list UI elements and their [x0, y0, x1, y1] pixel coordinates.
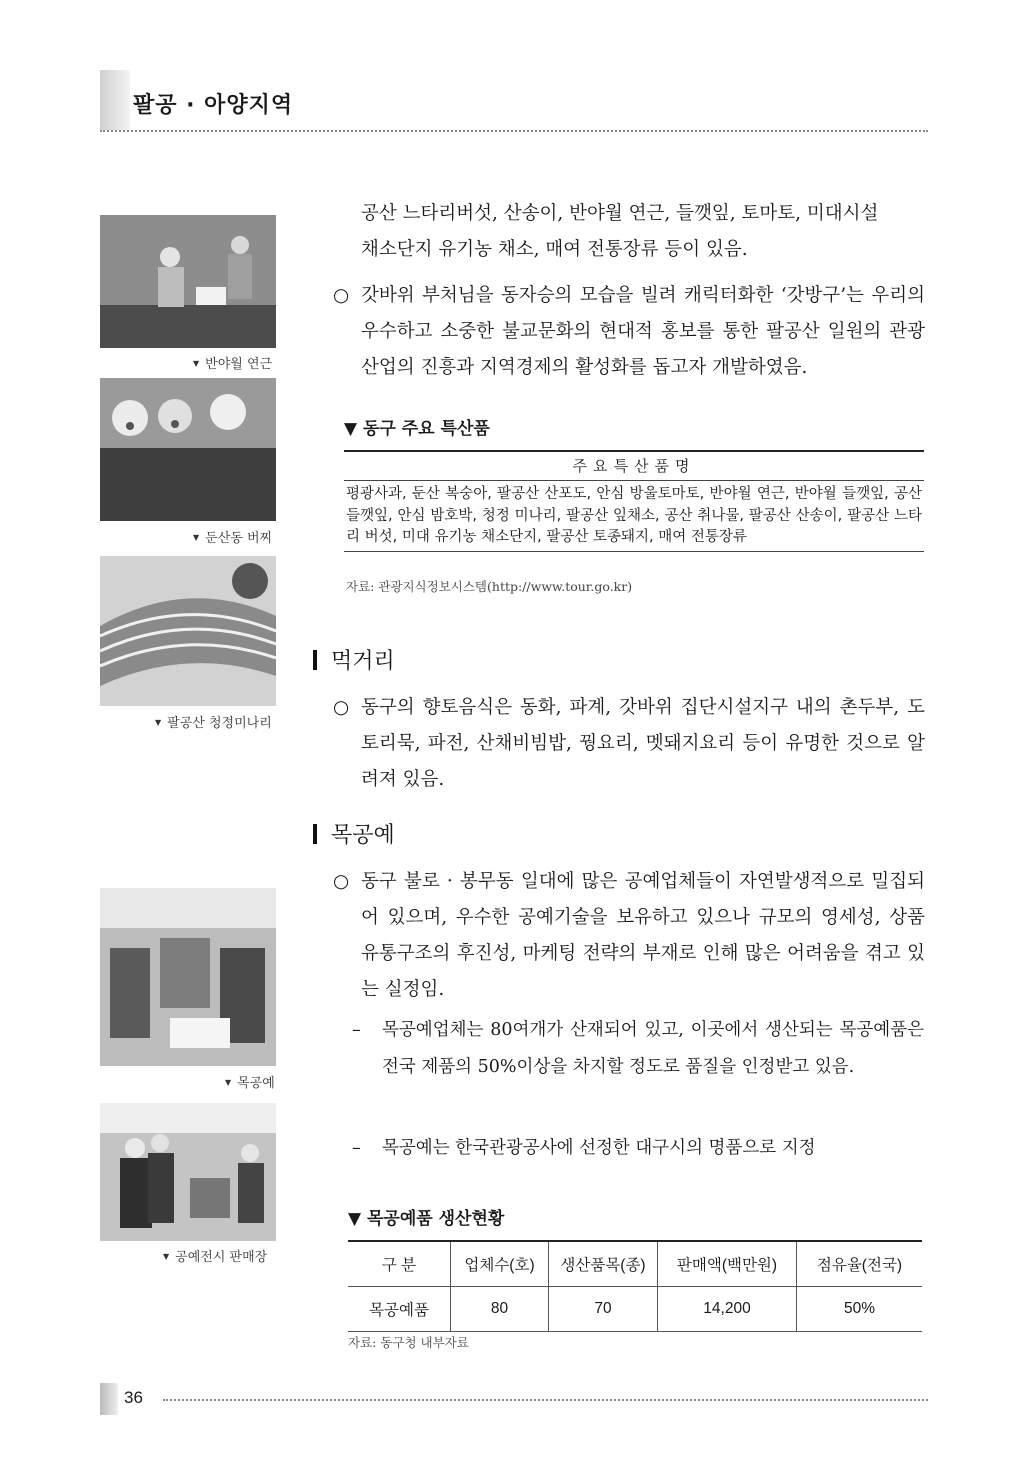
- table2-header-items: 생산품목(종): [549, 1241, 658, 1287]
- header-tab-mark: [100, 70, 130, 130]
- table-row: [348, 1287, 922, 1332]
- galbanggu-text: 갓바위 부처님을 동자승의 모습을 빌려 캐릭터화한 ‘갓방구’는 우리의 우수하고 소중한 불교문화의 현대적 홍보를 통한 팔공산 일원의 관광산업의 진흥과 지역경제의 활성화를 돕고자 개발하였음.: [361, 285, 925, 378]
- table1-source: 자료: 관광지식정보시스템(http://www.tour.go.kr): [346, 579, 633, 594]
- section-title-food-text: 먹거리: [331, 649, 395, 674]
- table2-header-share: 점유율(전국): [797, 1241, 923, 1287]
- chapter-title: 팔공 · 아양지역: [133, 93, 294, 118]
- table2-header-sales: 판매액(백만원): [658, 1241, 797, 1287]
- specialty-table: [344, 450, 924, 552]
- photo-palgongsan-water-parsley: [100, 556, 276, 706]
- woodcraft-dash-2: [352, 1130, 924, 1167]
- footer-tab-mark: [100, 1383, 118, 1415]
- caption-banyawol-lotus-root: ▼ 반야월 연근: [193, 353, 272, 372]
- photo-dunsan-strawberry: [100, 378, 276, 521]
- intro-continued: [333, 196, 925, 268]
- food-paragraph: [333, 690, 925, 798]
- woodcraft-dash-2-text: 목공예는 한국관광공사에 선정한 대구시의 명품으로 지정: [382, 1138, 816, 1158]
- intro-line-2: 채소단지 유기농 채소, 매여 전통장류 등이 있음.: [361, 239, 748, 260]
- dash-mark: –: [352, 1138, 361, 1158]
- caption-craft-exhibition: ▼ 공예전시 판매장: [163, 1246, 267, 1265]
- table2-cell-companies: 80: [451, 1287, 549, 1332]
- section-title-woodcraft: [313, 818, 395, 849]
- photo-banyawol-lotus-root: [100, 215, 276, 348]
- bullet-circle: ○: [333, 697, 350, 718]
- woodcraft-text: 동구 불로 · 봉무동 일대에 많은 공예업체들이 자연발생적으로 밀집되어 있으며, 우수한 공예기술을 보유하고 있으나 규모의 영세성, 상품 유통구조의 후진성, 마케팅 전략의 부재로 인해 많은 어려움을 겪고 있는 실정임.: [361, 871, 925, 1000]
- caption-dunsan-strawberry: ▼ 둔산동 버찌: [193, 527, 272, 546]
- table1-title: ▼ 동구 주요 특산품: [344, 419, 490, 439]
- table1-body: 평광사과, 둔산 복숭아, 팔공산 산포도, 안심 방울토마토, 반야월 연근, 반야월 들깻잎, 공산 들깻잎, 안심 밤호박, 청정 미나리, 팔공산 잎채소, 공산 취나물, 팔공산 산송이, 팔공산 느타리 버섯, 미대 유기농 채소단지, 팔공산 토종돼지, 매여 전통장류: [344, 481, 924, 552]
- table2-title: ▼ 목공예품 생산현황: [348, 1209, 505, 1229]
- woodcraft-dash-1: [352, 1012, 924, 1086]
- photo-craft-exhibition: [100, 1103, 276, 1241]
- table2-source: 자료: 동구청 내부자료: [348, 1335, 469, 1350]
- dash-mark: –: [352, 1020, 361, 1040]
- header-divider: [100, 130, 928, 132]
- table2-cell-sales: 14,200: [658, 1287, 797, 1332]
- woodcraft-paragraph: [333, 864, 925, 1008]
- woodcraft-dash-1-text: 목공예업체는 80여개가 산재되어 있고, 이곳에서 생산되는 목공예품은 전국 제품의 50%이상을 차지할 정도로 품질을 인정받고 있음.: [382, 1020, 924, 1077]
- intro-line-1: 공산 느타리버섯, 산송이, 반야월 연근, 들깻잎, 토마토, 미대시설: [361, 203, 879, 224]
- photo-woodcraft: [100, 888, 276, 1066]
- table2-cell-share: 50%: [797, 1287, 923, 1332]
- food-text: 동구의 향토음식은 동화, 파계, 갓바위 집단시설지구 내의 촌두부, 도토리묵, 파전, 산채비빔밥, 꿩요리, 멧돼지요리 등이 유명한 것으로 알려져 있음.: [361, 697, 925, 790]
- table2-cell-items: 70: [549, 1287, 658, 1332]
- table2-cell-category: 목공예품: [348, 1287, 451, 1332]
- caption-palgongsan-water-parsley: ▼ 팔공산 청정미나리: [155, 712, 272, 731]
- page-number: 36: [124, 1388, 143, 1407]
- table1-header: 주요특산품명: [344, 452, 924, 481]
- section-title-woodcraft-text: 목공예: [331, 823, 395, 848]
- caption-woodcraft: ▼ 목공예: [225, 1072, 275, 1091]
- bullet-circle: ○: [333, 285, 350, 306]
- table2-header-companies: 업체수(호): [451, 1241, 549, 1287]
- bullet-circle: ○: [333, 871, 350, 892]
- galbanggu-paragraph: [333, 278, 925, 386]
- table2-header-category: 구 분: [348, 1241, 451, 1287]
- section-title-food: [313, 644, 395, 675]
- woodcraft-production-table: [348, 1240, 922, 1332]
- footer-divider: [163, 1399, 928, 1401]
